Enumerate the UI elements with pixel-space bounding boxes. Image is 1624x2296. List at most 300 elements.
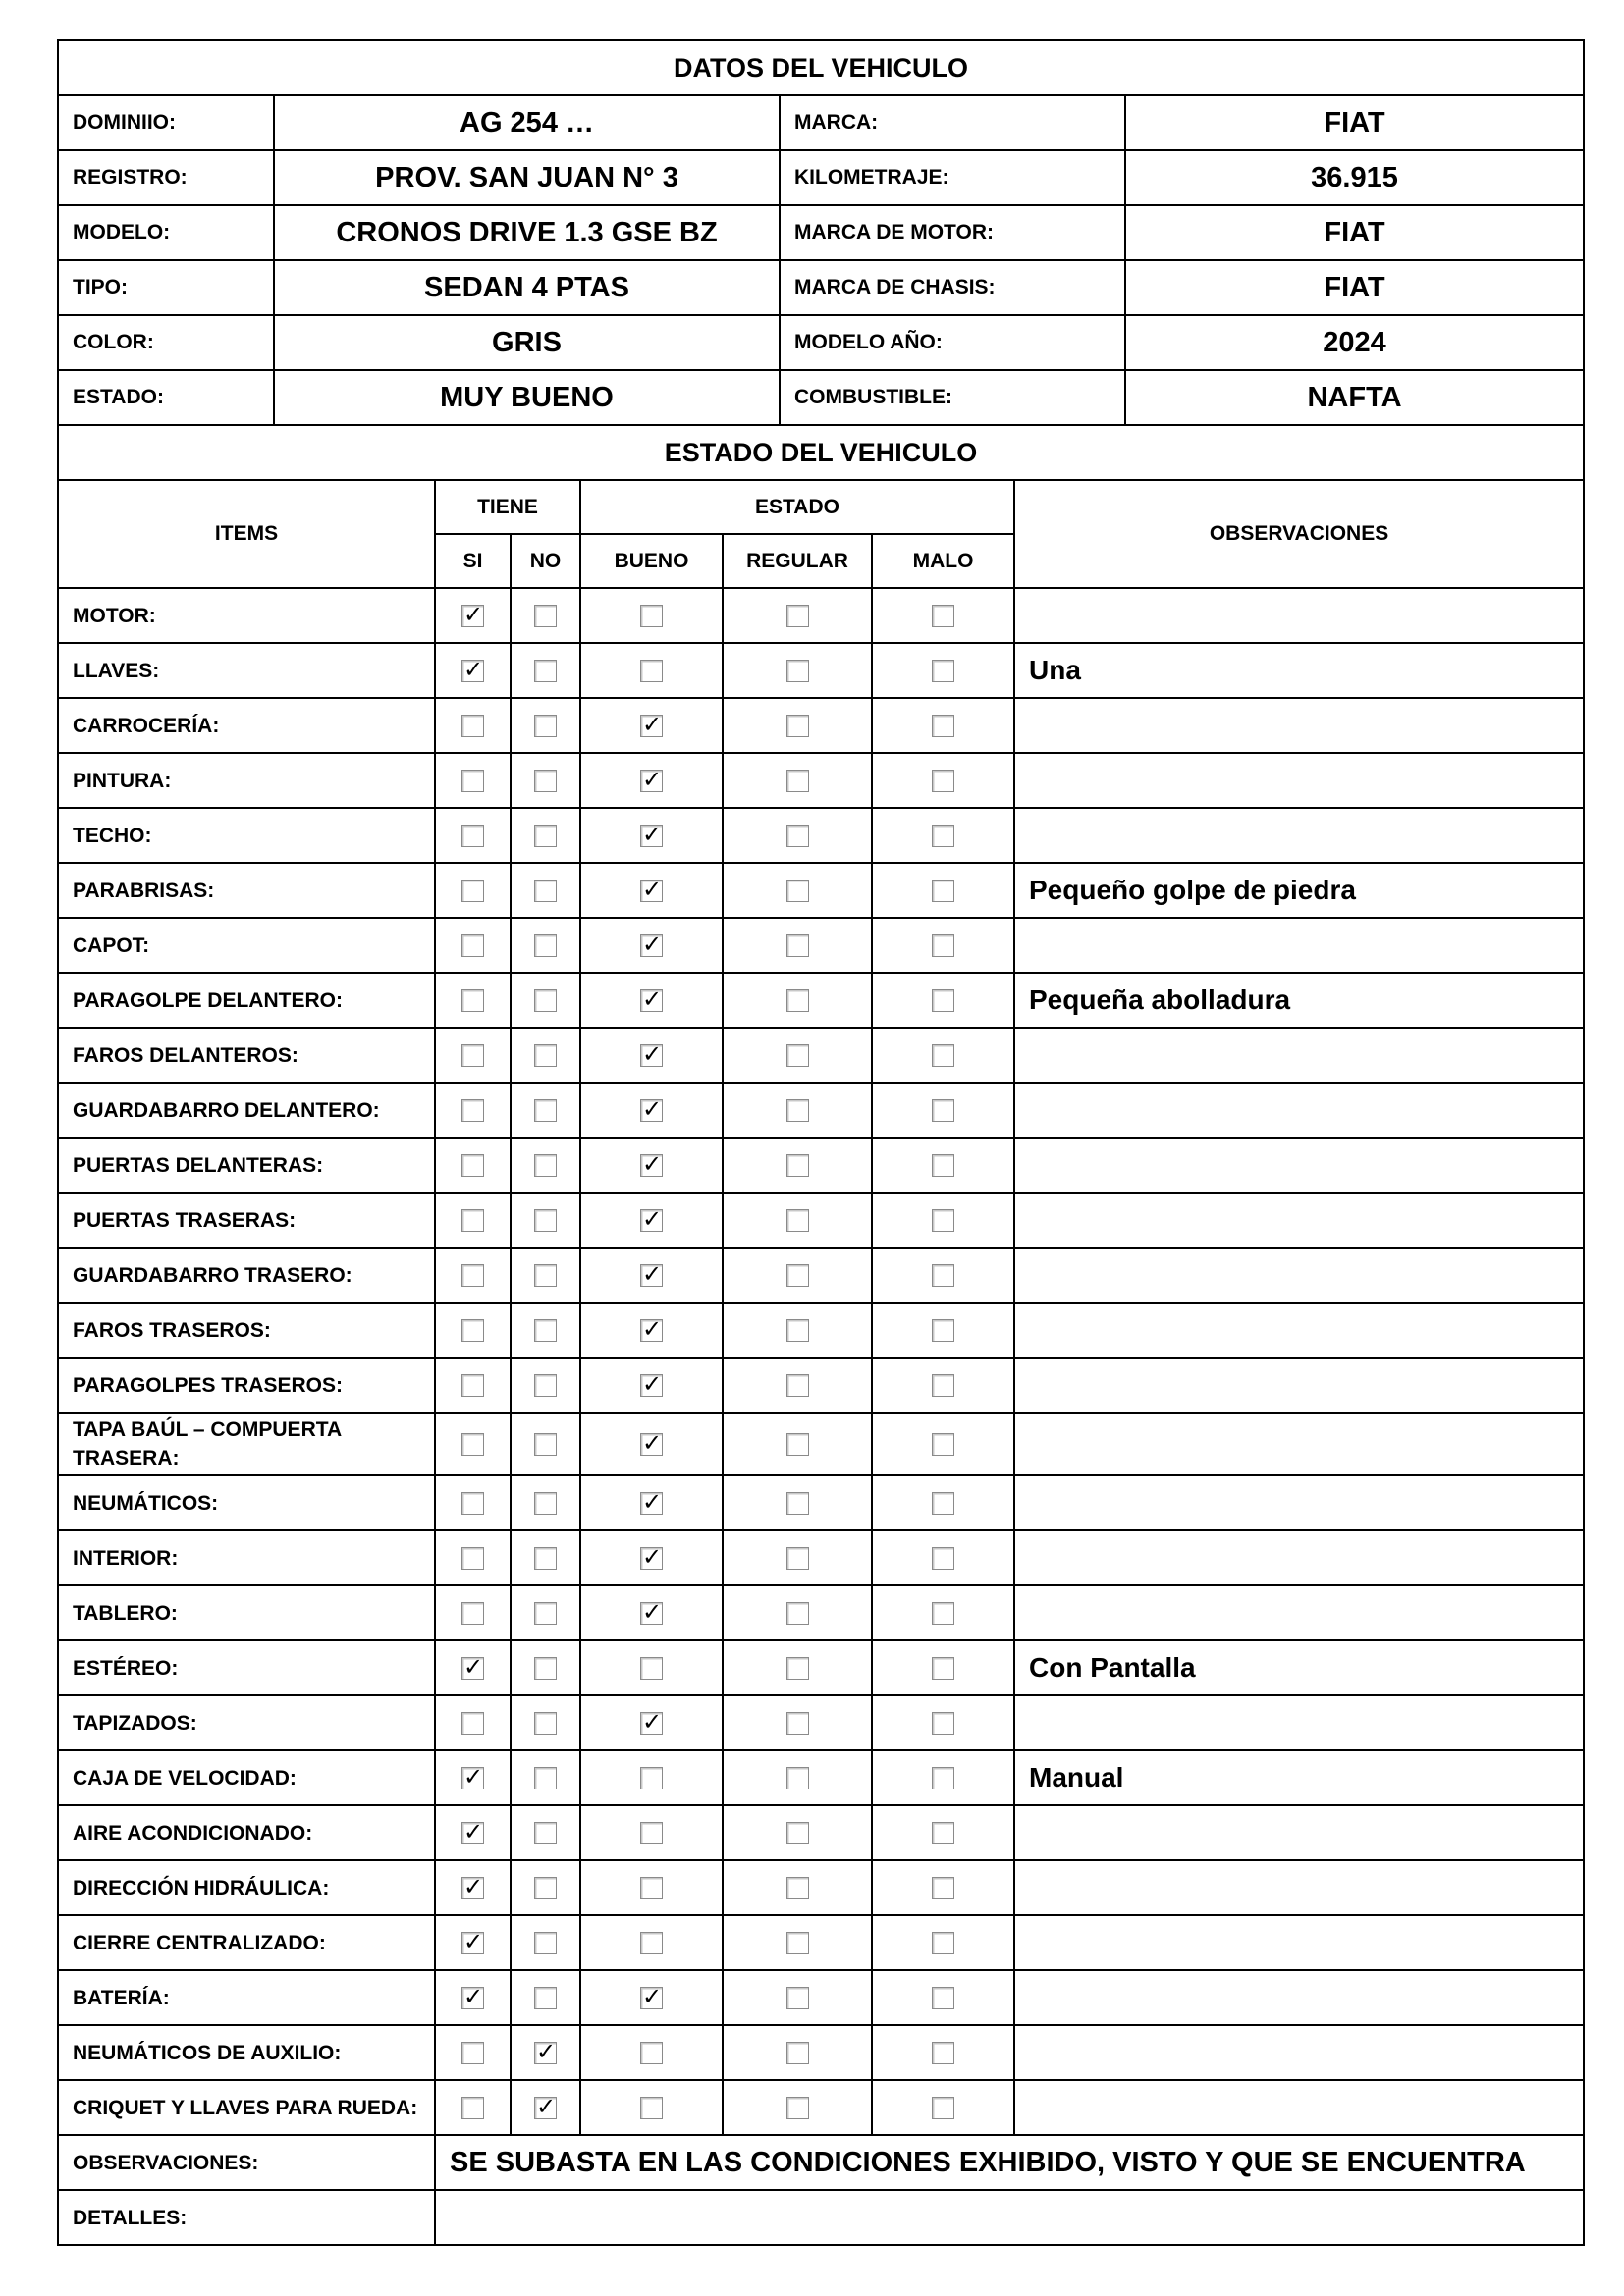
item-row bbox=[58, 1138, 1584, 1193]
unchecked-checkbox-icon[interactable] bbox=[461, 1099, 484, 1122]
unchecked-checkbox-icon[interactable] bbox=[932, 1712, 954, 1735]
unchecked-checkbox-icon[interactable] bbox=[786, 1767, 809, 1789]
check-cell-bueno bbox=[580, 1248, 723, 1303]
check-cell-no bbox=[511, 643, 580, 698]
item-label: PINTURA: bbox=[58, 753, 435, 808]
item-label: INTERIOR: bbox=[58, 1530, 435, 1585]
check-cell-regular bbox=[723, 1028, 872, 1083]
check-cell-no bbox=[511, 1358, 580, 1413]
checked-checkbox-icon[interactable] bbox=[640, 1209, 663, 1232]
unchecked-checkbox-icon[interactable] bbox=[534, 1374, 557, 1397]
item-label: TECHO: bbox=[58, 808, 435, 863]
item-observation bbox=[1014, 1303, 1584, 1358]
checked-checkbox-icon[interactable] bbox=[461, 1932, 484, 1954]
unchecked-checkbox-icon[interactable] bbox=[932, 2042, 954, 2064]
checked-checkbox-icon[interactable] bbox=[640, 1492, 663, 1515]
unchecked-checkbox-icon[interactable] bbox=[932, 989, 954, 1012]
unchecked-checkbox-icon[interactable] bbox=[534, 1987, 557, 2009]
check-cell-no bbox=[511, 1585, 580, 1640]
item-row bbox=[58, 1358, 1584, 1413]
check-cell-malo bbox=[872, 1413, 1014, 1475]
item-observation bbox=[1014, 808, 1584, 863]
check-cell-si bbox=[435, 2025, 511, 2080]
check-cell-no bbox=[511, 753, 580, 808]
check-cell-no bbox=[511, 1193, 580, 1248]
unchecked-checkbox-icon[interactable] bbox=[534, 1767, 557, 1789]
unchecked-checkbox-icon[interactable] bbox=[786, 1602, 809, 1625]
checked-checkbox-icon[interactable] bbox=[640, 934, 663, 957]
unchecked-checkbox-icon[interactable] bbox=[932, 1657, 954, 1680]
unchecked-checkbox-icon[interactable] bbox=[461, 2097, 484, 2119]
check-cell-bueno bbox=[580, 973, 723, 1028]
unchecked-checkbox-icon[interactable] bbox=[932, 1932, 954, 1954]
checked-checkbox-icon[interactable] bbox=[461, 1822, 484, 1844]
unchecked-checkbox-icon[interactable] bbox=[534, 1932, 557, 1954]
item-observation bbox=[1014, 1083, 1584, 1138]
checked-checkbox-icon[interactable] bbox=[640, 1264, 663, 1287]
check-cell-regular bbox=[723, 1695, 872, 1750]
item-observation bbox=[1014, 698, 1584, 753]
check-cell-no bbox=[511, 1413, 580, 1475]
unchecked-checkbox-icon[interactable] bbox=[534, 1044, 557, 1067]
vehicle-field-value: GRIS bbox=[274, 315, 780, 370]
check-cell-si bbox=[435, 1303, 511, 1358]
check-cell-malo bbox=[872, 973, 1014, 1028]
vehicle-data-row bbox=[58, 370, 1584, 425]
item-row bbox=[58, 1750, 1584, 1805]
check-cell-malo bbox=[872, 1640, 1014, 1695]
observaciones-header: OBSERVACIONES bbox=[1014, 480, 1584, 588]
unchecked-checkbox-icon[interactable] bbox=[932, 1547, 954, 1570]
unchecked-checkbox-icon[interactable] bbox=[534, 934, 557, 957]
item-observation: Manual bbox=[1014, 1750, 1584, 1805]
checked-checkbox-icon[interactable] bbox=[640, 715, 663, 737]
unchecked-checkbox-icon[interactable] bbox=[534, 1712, 557, 1735]
checked-checkbox-icon[interactable] bbox=[534, 2042, 557, 2064]
unchecked-checkbox-icon[interactable] bbox=[932, 1602, 954, 1625]
unchecked-checkbox-icon[interactable] bbox=[932, 1822, 954, 1844]
unchecked-checkbox-icon[interactable] bbox=[786, 1822, 809, 1844]
checked-checkbox-icon[interactable] bbox=[461, 605, 484, 627]
check-cell-si bbox=[435, 1915, 511, 1970]
check-cell-malo bbox=[872, 1530, 1014, 1585]
unchecked-checkbox-icon[interactable] bbox=[932, 1492, 954, 1515]
check-cell-malo bbox=[872, 1248, 1014, 1303]
check-cell-si bbox=[435, 1860, 511, 1915]
unchecked-checkbox-icon[interactable] bbox=[534, 880, 557, 902]
unchecked-checkbox-icon[interactable] bbox=[640, 1877, 663, 1899]
unchecked-checkbox-icon[interactable] bbox=[534, 715, 557, 737]
item-observation bbox=[1014, 1248, 1584, 1303]
unchecked-checkbox-icon[interactable] bbox=[786, 1209, 809, 1232]
item-label: NEUMÁTICOS: bbox=[58, 1475, 435, 1530]
check-cell-si bbox=[435, 643, 511, 698]
check-cell-si bbox=[435, 1083, 511, 1138]
unchecked-checkbox-icon[interactable] bbox=[640, 1932, 663, 1954]
checked-checkbox-icon[interactable] bbox=[461, 1767, 484, 1789]
unchecked-checkbox-icon[interactable] bbox=[932, 1987, 954, 2009]
item-label: LLAVES: bbox=[58, 643, 435, 698]
check-cell-no bbox=[511, 1640, 580, 1695]
vehicle-field-value: MUY BUENO bbox=[274, 370, 780, 425]
check-cell-no bbox=[511, 1970, 580, 2025]
check-cell-no bbox=[511, 1695, 580, 1750]
unchecked-checkbox-icon[interactable] bbox=[461, 1154, 484, 1177]
item-observation: Una bbox=[1014, 643, 1584, 698]
unchecked-checkbox-icon[interactable] bbox=[640, 1822, 663, 1844]
check-cell-si bbox=[435, 2080, 511, 2135]
item-label: AIRE ACONDICIONADO: bbox=[58, 1805, 435, 1860]
check-cell-malo bbox=[872, 2080, 1014, 2135]
unchecked-checkbox-icon[interactable] bbox=[461, 2042, 484, 2064]
unchecked-checkbox-icon[interactable] bbox=[534, 1154, 557, 1177]
check-cell-si bbox=[435, 1695, 511, 1750]
unchecked-checkbox-icon[interactable] bbox=[534, 1264, 557, 1287]
check-cell-bueno bbox=[580, 1915, 723, 1970]
unchecked-checkbox-icon[interactable] bbox=[786, 1712, 809, 1735]
vehicle-field-label: ESTADO: bbox=[58, 370, 274, 425]
checked-checkbox-icon[interactable] bbox=[640, 770, 663, 792]
unchecked-checkbox-icon[interactable] bbox=[932, 1433, 954, 1456]
check-cell-regular bbox=[723, 1915, 872, 1970]
check-cell-malo bbox=[872, 1805, 1014, 1860]
unchecked-checkbox-icon[interactable] bbox=[786, 1492, 809, 1515]
item-observation bbox=[1014, 1970, 1584, 2025]
check-cell-malo bbox=[872, 588, 1014, 643]
unchecked-checkbox-icon[interactable] bbox=[534, 1319, 557, 1342]
checked-checkbox-icon[interactable] bbox=[640, 1044, 663, 1067]
footer-observaciones-label: OBSERVACIONES: bbox=[58, 2135, 435, 2190]
unchecked-checkbox-icon[interactable] bbox=[786, 2097, 809, 2119]
items-header: ITEMS bbox=[58, 480, 435, 588]
item-row bbox=[58, 1860, 1584, 1915]
checked-checkbox-icon[interactable] bbox=[461, 1657, 484, 1680]
unchecked-checkbox-icon[interactable] bbox=[786, 770, 809, 792]
unchecked-checkbox-icon[interactable] bbox=[932, 880, 954, 902]
item-row bbox=[58, 1193, 1584, 1248]
unchecked-checkbox-icon[interactable] bbox=[786, 1877, 809, 1899]
item-label: PUERTAS DELANTERAS: bbox=[58, 1138, 435, 1193]
check-cell-regular bbox=[723, 643, 872, 698]
unchecked-checkbox-icon[interactable] bbox=[534, 770, 557, 792]
check-cell-malo bbox=[872, 2025, 1014, 2080]
check-cell-malo bbox=[872, 643, 1014, 698]
item-row bbox=[58, 1083, 1584, 1138]
item-observation bbox=[1014, 1193, 1584, 1248]
malo-header: MALO bbox=[872, 534, 1014, 588]
check-cell-no bbox=[511, 808, 580, 863]
check-cell-si bbox=[435, 918, 511, 973]
item-label: GUARDABARRO TRASERO: bbox=[58, 1248, 435, 1303]
item-observation bbox=[1014, 1530, 1584, 1585]
checked-checkbox-icon[interactable] bbox=[640, 1374, 663, 1397]
check-cell-regular bbox=[723, 1805, 872, 1860]
unchecked-checkbox-icon[interactable] bbox=[534, 1657, 557, 1680]
check-cell-no bbox=[511, 1028, 580, 1083]
item-observation: Pequeña abolladura bbox=[1014, 973, 1584, 1028]
unchecked-checkbox-icon[interactable] bbox=[461, 825, 484, 847]
check-cell-no bbox=[511, 973, 580, 1028]
unchecked-checkbox-icon[interactable] bbox=[932, 1374, 954, 1397]
unchecked-checkbox-icon[interactable] bbox=[786, 1374, 809, 1397]
item-row bbox=[58, 973, 1584, 1028]
vehicle-field-value: PROV. SAN JUAN N° 3 bbox=[274, 150, 780, 205]
vehicle-field-value: AG 254 … bbox=[274, 95, 780, 150]
unchecked-checkbox-icon[interactable] bbox=[534, 989, 557, 1012]
unchecked-checkbox-icon[interactable] bbox=[534, 660, 557, 682]
check-cell-regular bbox=[723, 1138, 872, 1193]
unchecked-checkbox-icon[interactable] bbox=[786, 1154, 809, 1177]
unchecked-checkbox-icon[interactable] bbox=[534, 1433, 557, 1456]
unchecked-checkbox-icon[interactable] bbox=[534, 1822, 557, 1844]
unchecked-checkbox-icon[interactable] bbox=[786, 825, 809, 847]
unchecked-checkbox-icon[interactable] bbox=[534, 1877, 557, 1899]
check-cell-malo bbox=[872, 698, 1014, 753]
unchecked-checkbox-icon[interactable] bbox=[534, 825, 557, 847]
vehicle-field-label: MODELO: bbox=[58, 205, 274, 260]
unchecked-checkbox-icon[interactable] bbox=[534, 1547, 557, 1570]
item-observation bbox=[1014, 2080, 1584, 2135]
check-cell-bueno bbox=[580, 698, 723, 753]
unchecked-checkbox-icon[interactable] bbox=[461, 1264, 484, 1287]
unchecked-checkbox-icon[interactable] bbox=[461, 1319, 484, 1342]
checked-checkbox-icon[interactable] bbox=[640, 825, 663, 847]
item-row bbox=[58, 1475, 1584, 1530]
unchecked-checkbox-icon[interactable] bbox=[932, 1264, 954, 1287]
unchecked-checkbox-icon[interactable] bbox=[461, 880, 484, 902]
check-cell-bueno bbox=[580, 1695, 723, 1750]
vehicle-field-label: COMBUSTIBLE: bbox=[780, 370, 1125, 425]
item-row bbox=[58, 1970, 1584, 2025]
unchecked-checkbox-icon[interactable] bbox=[786, 715, 809, 737]
checked-checkbox-icon[interactable] bbox=[640, 1547, 663, 1570]
check-cell-no bbox=[511, 2080, 580, 2135]
unchecked-checkbox-icon[interactable] bbox=[786, 1099, 809, 1122]
vehicle-field-label: REGISTRO: bbox=[58, 150, 274, 205]
unchecked-checkbox-icon[interactable] bbox=[534, 1209, 557, 1232]
unchecked-checkbox-icon[interactable] bbox=[534, 605, 557, 627]
item-label: BATERÍA: bbox=[58, 1970, 435, 2025]
check-cell-si bbox=[435, 1640, 511, 1695]
unchecked-checkbox-icon[interactable] bbox=[461, 1044, 484, 1067]
checked-checkbox-icon[interactable] bbox=[640, 1987, 663, 2009]
check-cell-regular bbox=[723, 1585, 872, 1640]
unchecked-checkbox-icon[interactable] bbox=[932, 660, 954, 682]
check-cell-malo bbox=[872, 918, 1014, 973]
unchecked-checkbox-icon[interactable] bbox=[786, 1932, 809, 1954]
unchecked-checkbox-icon[interactable] bbox=[932, 1099, 954, 1122]
check-cell-si bbox=[435, 1585, 511, 1640]
checked-checkbox-icon[interactable] bbox=[640, 1602, 663, 1625]
check-cell-malo bbox=[872, 1083, 1014, 1138]
item-row bbox=[58, 1585, 1584, 1640]
check-cell-bueno bbox=[580, 808, 723, 863]
unchecked-checkbox-icon[interactable] bbox=[932, 1154, 954, 1177]
check-cell-si bbox=[435, 753, 511, 808]
item-label: FAROS TRASEROS: bbox=[58, 1303, 435, 1358]
item-label: PARAGOLPE DELANTERO: bbox=[58, 973, 435, 1028]
unchecked-checkbox-icon[interactable] bbox=[461, 989, 484, 1012]
unchecked-checkbox-icon[interactable] bbox=[461, 715, 484, 737]
check-cell-no bbox=[511, 1750, 580, 1805]
unchecked-checkbox-icon[interactable] bbox=[932, 1767, 954, 1789]
unchecked-checkbox-icon[interactable] bbox=[534, 1602, 557, 1625]
item-label: MOTOR: bbox=[58, 588, 435, 643]
item-row bbox=[58, 2025, 1584, 2080]
check-cell-si bbox=[435, 1970, 511, 2025]
check-cell-no bbox=[511, 1475, 580, 1530]
unchecked-checkbox-icon[interactable] bbox=[786, 660, 809, 682]
check-cell-si bbox=[435, 1530, 511, 1585]
check-cell-bueno bbox=[580, 1530, 723, 1585]
unchecked-checkbox-icon[interactable] bbox=[786, 1657, 809, 1680]
check-cell-no bbox=[511, 1915, 580, 1970]
unchecked-checkbox-icon[interactable] bbox=[640, 2042, 663, 2064]
check-cell-malo bbox=[872, 1695, 1014, 1750]
check-cell-bueno bbox=[580, 1970, 723, 2025]
check-cell-bueno bbox=[580, 1585, 723, 1640]
unchecked-checkbox-icon[interactable] bbox=[932, 715, 954, 737]
item-row bbox=[58, 1413, 1584, 1475]
unchecked-checkbox-icon[interactable] bbox=[786, 2042, 809, 2064]
unchecked-checkbox-icon[interactable] bbox=[461, 934, 484, 957]
unchecked-checkbox-icon[interactable] bbox=[461, 1374, 484, 1397]
unchecked-checkbox-icon[interactable] bbox=[786, 1319, 809, 1342]
check-cell-si bbox=[435, 1413, 511, 1475]
item-observation bbox=[1014, 1138, 1584, 1193]
item-observation bbox=[1014, 918, 1584, 973]
unchecked-checkbox-icon[interactable] bbox=[461, 1209, 484, 1232]
vehicle-section-title: DATOS DEL VEHICULO bbox=[58, 40, 1584, 95]
item-observation bbox=[1014, 1413, 1584, 1475]
check-cell-regular bbox=[723, 698, 872, 753]
unchecked-checkbox-icon[interactable] bbox=[932, 825, 954, 847]
unchecked-checkbox-icon[interactable] bbox=[640, 1767, 663, 1789]
checked-checkbox-icon[interactable] bbox=[640, 1712, 663, 1735]
unchecked-checkbox-icon[interactable] bbox=[461, 1547, 484, 1570]
footer-detalles-value bbox=[435, 2190, 1584, 2245]
unchecked-checkbox-icon[interactable] bbox=[640, 660, 663, 682]
checked-checkbox-icon[interactable] bbox=[461, 1987, 484, 2009]
unchecked-checkbox-icon[interactable] bbox=[640, 605, 663, 627]
check-cell-no bbox=[511, 588, 580, 643]
unchecked-checkbox-icon[interactable] bbox=[786, 880, 809, 902]
checked-checkbox-icon[interactable] bbox=[640, 880, 663, 902]
check-cell-malo bbox=[872, 1358, 1014, 1413]
check-cell-regular bbox=[723, 1860, 872, 1915]
unchecked-checkbox-icon[interactable] bbox=[786, 1433, 809, 1456]
check-cell-regular bbox=[723, 1530, 872, 1585]
unchecked-checkbox-icon[interactable] bbox=[640, 2097, 663, 2119]
checked-checkbox-icon[interactable] bbox=[534, 2097, 557, 2119]
vehicle-field-label: MARCA: bbox=[780, 95, 1125, 150]
item-label: GUARDABARRO DELANTERO: bbox=[58, 1083, 435, 1138]
unchecked-checkbox-icon[interactable] bbox=[640, 1657, 663, 1680]
vehicle-field-value: 36.915 bbox=[1125, 150, 1584, 205]
vehicle-field-value: FIAT bbox=[1125, 95, 1584, 150]
unchecked-checkbox-icon[interactable] bbox=[932, 605, 954, 627]
vehicle-field-value: NAFTA bbox=[1125, 370, 1584, 425]
checked-checkbox-icon[interactable] bbox=[640, 989, 663, 1012]
unchecked-checkbox-icon[interactable] bbox=[932, 1209, 954, 1232]
check-cell-no bbox=[511, 918, 580, 973]
item-row bbox=[58, 808, 1584, 863]
check-cell-regular bbox=[723, 918, 872, 973]
item-label: TAPIZADOS: bbox=[58, 1695, 435, 1750]
item-row bbox=[58, 1805, 1584, 1860]
checked-checkbox-icon[interactable] bbox=[640, 1099, 663, 1122]
check-cell-malo bbox=[872, 863, 1014, 918]
si-header: SI bbox=[435, 534, 511, 588]
check-cell-malo bbox=[872, 1475, 1014, 1530]
checked-checkbox-icon[interactable] bbox=[461, 660, 484, 682]
item-row bbox=[58, 753, 1584, 808]
unchecked-checkbox-icon[interactable] bbox=[534, 1099, 557, 1122]
unchecked-checkbox-icon[interactable] bbox=[932, 934, 954, 957]
unchecked-checkbox-icon[interactable] bbox=[932, 2097, 954, 2119]
checked-checkbox-icon[interactable] bbox=[640, 1433, 663, 1456]
vehicle-field-value: FIAT bbox=[1125, 260, 1584, 315]
vehicle-field-label: MODELO AÑO: bbox=[780, 315, 1125, 370]
item-label: CARROCERÍA: bbox=[58, 698, 435, 753]
item-label: TABLERO: bbox=[58, 1585, 435, 1640]
item-observation: Pequeño golpe de piedra bbox=[1014, 863, 1584, 918]
estado-header: ESTADO bbox=[580, 480, 1014, 534]
item-observation bbox=[1014, 1358, 1584, 1413]
unchecked-checkbox-icon[interactable] bbox=[461, 1433, 484, 1456]
vehicle-field-label: MARCA DE CHASIS: bbox=[780, 260, 1125, 315]
checked-checkbox-icon[interactable] bbox=[461, 1877, 484, 1899]
unchecked-checkbox-icon[interactable] bbox=[461, 1492, 484, 1515]
unchecked-checkbox-icon[interactable] bbox=[932, 1877, 954, 1899]
unchecked-checkbox-icon[interactable] bbox=[461, 1602, 484, 1625]
unchecked-checkbox-icon[interactable] bbox=[461, 1712, 484, 1735]
unchecked-checkbox-icon[interactable] bbox=[534, 1492, 557, 1515]
vehicle-data-row bbox=[58, 205, 1584, 260]
unchecked-checkbox-icon[interactable] bbox=[786, 1987, 809, 2009]
vehicle-field-value: FIAT bbox=[1125, 205, 1584, 260]
item-row bbox=[58, 1530, 1584, 1585]
check-cell-bueno bbox=[580, 1028, 723, 1083]
unchecked-checkbox-icon[interactable] bbox=[786, 989, 809, 1012]
unchecked-checkbox-icon[interactable] bbox=[786, 1044, 809, 1067]
unchecked-checkbox-icon[interactable] bbox=[932, 770, 954, 792]
vehicle-state-table bbox=[57, 424, 1585, 2246]
item-row bbox=[58, 698, 1584, 753]
unchecked-checkbox-icon[interactable] bbox=[461, 770, 484, 792]
item-label: CIERRE CENTRALIZADO: bbox=[58, 1915, 435, 1970]
check-cell-malo bbox=[872, 1138, 1014, 1193]
tiene-header: TIENE bbox=[435, 480, 580, 534]
item-observation bbox=[1014, 1585, 1584, 1640]
check-cell-no bbox=[511, 1805, 580, 1860]
vehicle-field-value: CRONOS DRIVE 1.3 GSE BZ bbox=[274, 205, 780, 260]
item-label: DIRECCIÓN HIDRÁULICA: bbox=[58, 1860, 435, 1915]
unchecked-checkbox-icon[interactable] bbox=[932, 1044, 954, 1067]
checked-checkbox-icon[interactable] bbox=[640, 1319, 663, 1342]
item-observation bbox=[1014, 1915, 1584, 1970]
unchecked-checkbox-icon[interactable] bbox=[786, 934, 809, 957]
vehicle-data-row bbox=[58, 315, 1584, 370]
unchecked-checkbox-icon[interactable] bbox=[786, 1547, 809, 1570]
unchecked-checkbox-icon[interactable] bbox=[786, 605, 809, 627]
unchecked-checkbox-icon[interactable] bbox=[932, 1319, 954, 1342]
check-cell-malo bbox=[872, 1028, 1014, 1083]
checked-checkbox-icon[interactable] bbox=[640, 1154, 663, 1177]
check-cell-si bbox=[435, 1193, 511, 1248]
unchecked-checkbox-icon[interactable] bbox=[786, 1264, 809, 1287]
vehicle-field-label: KILOMETRAJE: bbox=[780, 150, 1125, 205]
